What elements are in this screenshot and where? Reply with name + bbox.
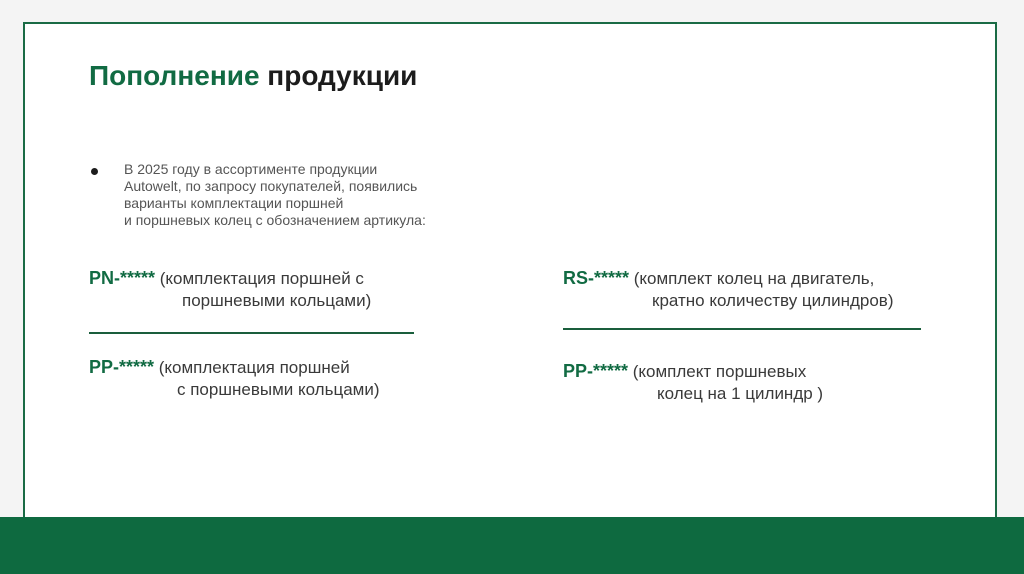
item-line-1 [89, 267, 371, 290]
bullet-dot-icon [91, 168, 98, 175]
item-line-1 [563, 267, 894, 290]
article-item-pp-left [89, 356, 380, 401]
article-item-pn [89, 267, 371, 312]
title-accent: Пополнение [89, 60, 260, 91]
article-code: PP-***** [563, 361, 629, 381]
item-line-1 [563, 360, 823, 383]
intro-text: В 2025 году в ассортименте продукции Autowelt, по запросу покупателей, появились варианты комплектации поршней и поршневых колец с обозначением артикула: [124, 161, 426, 228]
divider-right [563, 328, 921, 330]
item-description: (комплектация поршней с [155, 269, 364, 288]
item-description: (комплект колец на двигатель, [629, 269, 875, 288]
item-line-2: поршневыми кольцами) [182, 291, 372, 310]
item-line-1 [89, 356, 380, 379]
footer-bar [0, 517, 1024, 574]
article-item-rs [563, 267, 894, 312]
divider-left [89, 332, 414, 334]
article-code: PN-***** [89, 268, 156, 288]
item-line-2: колец на 1 цилиндр ) [657, 384, 824, 403]
item-line-2: с поршневыми кольцами) [177, 380, 380, 399]
article-code: RS-***** [563, 268, 630, 288]
article-code: PP-***** [89, 357, 155, 377]
page-title [89, 58, 417, 94]
title-rest: продукции [267, 60, 418, 91]
item-description: (комплектация поршней [154, 358, 350, 377]
item-line-2: кратно количеству цилиндров) [652, 291, 894, 310]
article-item-pp-right [563, 360, 823, 405]
item-description: (комплект поршневых [628, 362, 807, 381]
